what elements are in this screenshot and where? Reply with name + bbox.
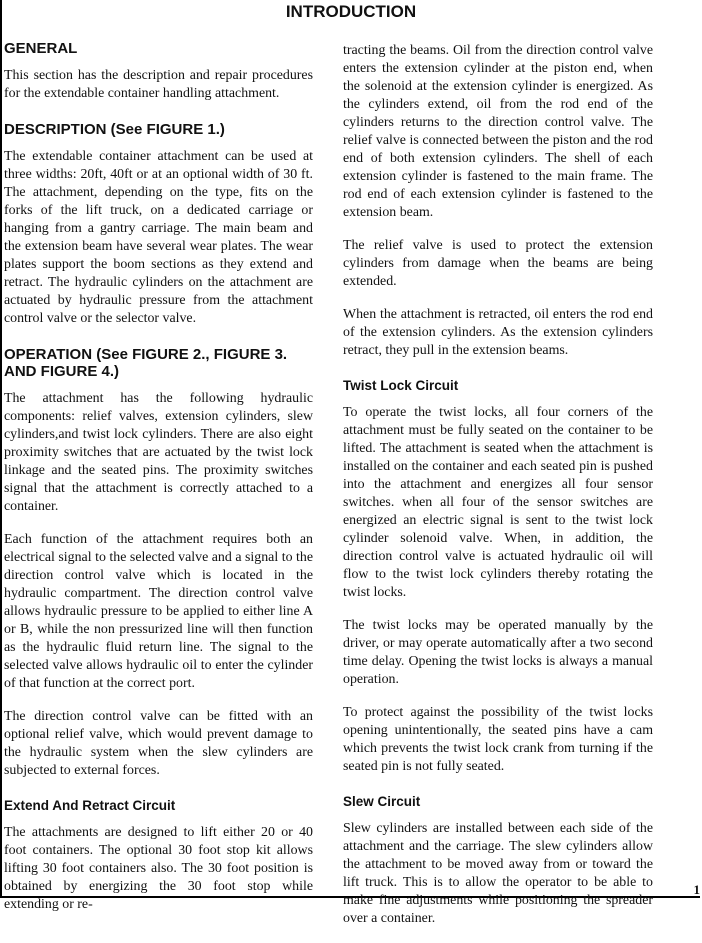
twist-lock-paragraph-3: To protect against the possibility of the twist locks opening unintentionally, the seated pins have a cam which prevents the twist lock crank from turning if the seated pin is not fully seated. — [343, 705, 653, 774]
slew-paragraph-1: Slew cylinders are installed between each side of the attachment and the carriage. The slew cylinders allow the attachment to be moved away from or toward the lift truck. This is to allow the operator to be able to make fine adjustments while positioning the spreader over a container. — [343, 821, 653, 926]
left-column — [4, 40, 313, 929]
operation-paragraph-1: The attachment has the following hydraulic components: relief valves, extension cylinders, slew cylinders,and twist lock cylinders. There are also eight proximity switches that are actuated by the twist lock linkage and the seated pins. The proximity switches signal that the attachment is correctly attached to a container. — [4, 391, 313, 514]
right-column — [343, 42, 653, 943]
page-number: 1 — [693, 882, 700, 897]
page-title: INTRODUCTION — [285, 2, 417, 21]
twist-lock-paragraph-2: The twist locks may be operated manually by the driver, or may operate automatically after a two second time delay. Opening the twist locks is always a manual operation. — [343, 618, 653, 687]
extend-retract-paragraph-3: When the attachment is retracted, oil enters the rod end of the extension cylinders. As the extension cylinders retract, they pull in the extension beams. — [343, 307, 653, 358]
operation-heading: OPERATION (See FIGURE 2., FIGURE 3. AND FIGURE 4.) — [4, 346, 288, 380]
extend-retract-paragraph-2: The relief valve is used to protect the extension cylinders from damage when the beams are being extended. — [343, 238, 653, 289]
operation-paragraph-2: Each function of the attachment requires both an electrical signal to the selected valve and a signal to the direction control valve which is located in the hydraulic compartment. The direction control valve allows hydraulic pressure to be applied to either line A or B, while the non pressurized line will then function as the hydraulic fluid return line. The signal to the selected valve allows hydraulic oil to enter the cylinder of that function at the correct port. — [4, 532, 313, 691]
description-paragraph: The extendable container attachment can be used at three widths: 20ft, 40ft or at an optional width of 30 ft. The attachment, depending on the type, fits on the forks of the lift truck, on a dedicated carriage or hanging from a gantry carriage. The main beam and the extension beam have several wear plates. The wear plates support the boom sections as they extend and retract. The hydraulic cylinders on the attachment are actuated by hydraulic pressure from the attachment control valve or the selector valve. — [4, 149, 313, 326]
twist-lock-paragraph-1: To operate the twist locks, all four corners of the attachment must be fully seated on the container to be lifted. The attachment is seated when the attachment is installed on the container and each seated pin is pushed into the attachment and energizes all four sensor switches. when all four of the sensor switches are energized an electric signal is sent to the twist lock cylinder solenoid valve. When, in addition, the direction control valve is actuated hydraulic oil will flow to the twist lock cylinders thereby rotating the twist locks. — [343, 405, 653, 600]
general-heading: GENERAL — [4, 40, 78, 57]
operation-paragraph-3: The direction control valve can be fitted with an optional relief valve, which would prevent damage to the hydraulic system when the slew cylinders are subjected to external forces. — [4, 709, 313, 778]
description-heading: DESCRIPTION (See FIGURE 1.) — [4, 121, 225, 138]
slew-heading: Slew Circuit — [343, 794, 421, 809]
extend-retract-paragraph-1: The attachments are designed to lift either 20 or 40 foot containers. The optional 30 foot stop kit allows lifting 30 foot containers also. The 30 foot position is obtained by energizing the 30 foot stop while extending or re- — [4, 825, 313, 912]
extend-retract-paragraph-1-continued: tracting the beams. Oil from the direction control valve enters the extension cylinder at the piston end, when the solenoid at the extension cylinder is energized. As the cylinders extend, oil from the rod end of the cylinders returns to the direction control valve. The relief valve is connected between the piston and the rod end of both extension cylinders. The shell of each extension cylinder is fastened to the main frame. The rod end of each extension cylinder is fastened to the extension beam. — [343, 43, 653, 220]
extend-retract-heading: Extend And Retract Circuit — [4, 798, 176, 813]
twist-lock-heading: Twist Lock Circuit — [343, 378, 459, 393]
general-paragraph: This section has the description and repair procedures for the extendable container handling attachment. — [4, 68, 313, 101]
